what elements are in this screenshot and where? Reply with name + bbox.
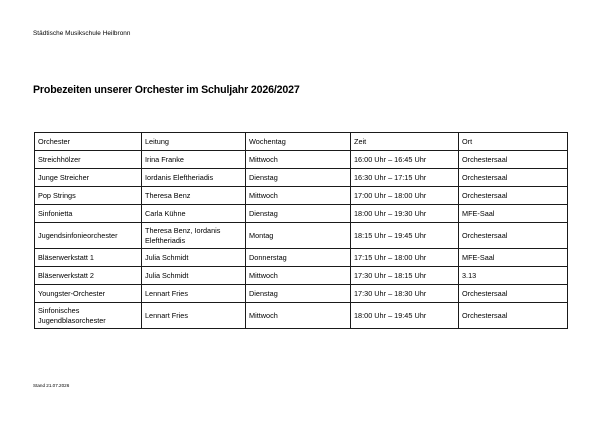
cell-wochentag: Mittwoch: [246, 303, 351, 329]
cell-leitung: Julia Schmidt: [142, 249, 246, 267]
column-header-orchester: Orchester: [35, 133, 142, 151]
cell-ort: Orchestersaal: [459, 223, 568, 249]
document-title: Probezeiten unserer Orchester im Schuljahr 2026/2027: [33, 84, 300, 96]
column-header-wochentag: Wochentag: [246, 133, 351, 151]
cell-wochentag: Mittwoch: [246, 267, 351, 285]
cell-ort: 3.13: [459, 267, 568, 285]
cell-orchester: Sinfonisches Jugendblasorchester: [35, 303, 142, 329]
table-row: [35, 205, 568, 223]
cell-zeit: 18:00 Uhr – 19:30 Uhr: [351, 205, 459, 223]
cell-ort: Orchestersaal: [459, 285, 568, 303]
cell-ort: MFE-Saal: [459, 249, 568, 267]
column-header-zeit: Zeit: [351, 133, 459, 151]
cell-ort: Orchestersaal: [459, 151, 568, 169]
cell-wochentag: Dienstag: [246, 285, 351, 303]
cell-wochentag: Dienstag: [246, 169, 351, 187]
cell-zeit: 16:30 Uhr – 17:15 Uhr: [351, 169, 459, 187]
column-header-leitung: Leitung: [142, 133, 246, 151]
table-row: [35, 267, 568, 285]
cell-zeit: 17:15 Uhr – 18:00 Uhr: [351, 249, 459, 267]
cell-leitung: Carla Kühne: [142, 205, 246, 223]
cell-wochentag: Dienstag: [246, 205, 351, 223]
cell-leitung: Irina Franke: [142, 151, 246, 169]
cell-ort: MFE-Saal: [459, 205, 568, 223]
cell-zeit: 18:00 Uhr – 19:45 Uhr: [351, 303, 459, 329]
cell-ort: Orchestersaal: [459, 303, 568, 329]
organization-name: Städtische Musikschule Heilbronn: [33, 30, 131, 37]
rehearsal-schedule-table: [34, 132, 568, 329]
cell-wochentag: Mittwoch: [246, 151, 351, 169]
cell-orchester: Youngster-Orchester: [35, 285, 142, 303]
cell-wochentag: Montag: [246, 223, 351, 249]
table-row: [35, 223, 568, 249]
table-row: [35, 187, 568, 205]
footer-date-stamp: Stand 21.07.2026: [33, 383, 70, 388]
cell-leitung: Lennart Fries: [142, 285, 246, 303]
cell-orchester: Streichhölzer: [35, 151, 142, 169]
cell-orchester: Jugendsinfonieorchester: [35, 223, 142, 249]
cell-orchester: Sinfonietta: [35, 205, 142, 223]
cell-zeit: 17:30 Uhr – 18:15 Uhr: [351, 267, 459, 285]
cell-wochentag: Donnerstag: [246, 249, 351, 267]
cell-zeit: 18:15 Uhr – 19:45 Uhr: [351, 223, 459, 249]
table-row: [35, 151, 568, 169]
cell-wochentag: Mittwoch: [246, 187, 351, 205]
cell-orchester: Bläserwerkstatt 2: [35, 267, 142, 285]
cell-leitung: Lennart Fries: [142, 303, 246, 329]
cell-leitung: Julia Schmidt: [142, 267, 246, 285]
cell-zeit: 17:00 Uhr – 18:00 Uhr: [351, 187, 459, 205]
column-header-ort: Ort: [459, 133, 568, 151]
table-row: [35, 285, 568, 303]
cell-zeit: 16:00 Uhr – 16:45 Uhr: [351, 151, 459, 169]
cell-leitung: Iordanis Eleftheriadis: [142, 169, 246, 187]
cell-leitung: Theresa Benz: [142, 187, 246, 205]
cell-ort: Orchestersaal: [459, 169, 568, 187]
cell-orchester: Pop Strings: [35, 187, 142, 205]
cell-leitung: Theresa Benz, Iordanis Eleftheriadis: [142, 223, 246, 249]
cell-orchester: Junge Streicher: [35, 169, 142, 187]
cell-orchester: Bläserwerkstatt 1: [35, 249, 142, 267]
table-header-row: [35, 133, 568, 151]
cell-ort: Orchestersaal: [459, 187, 568, 205]
cell-zeit: 17:30 Uhr – 18:30 Uhr: [351, 285, 459, 303]
table-row: [35, 249, 568, 267]
table-row: [35, 303, 568, 329]
table-row: [35, 169, 568, 187]
